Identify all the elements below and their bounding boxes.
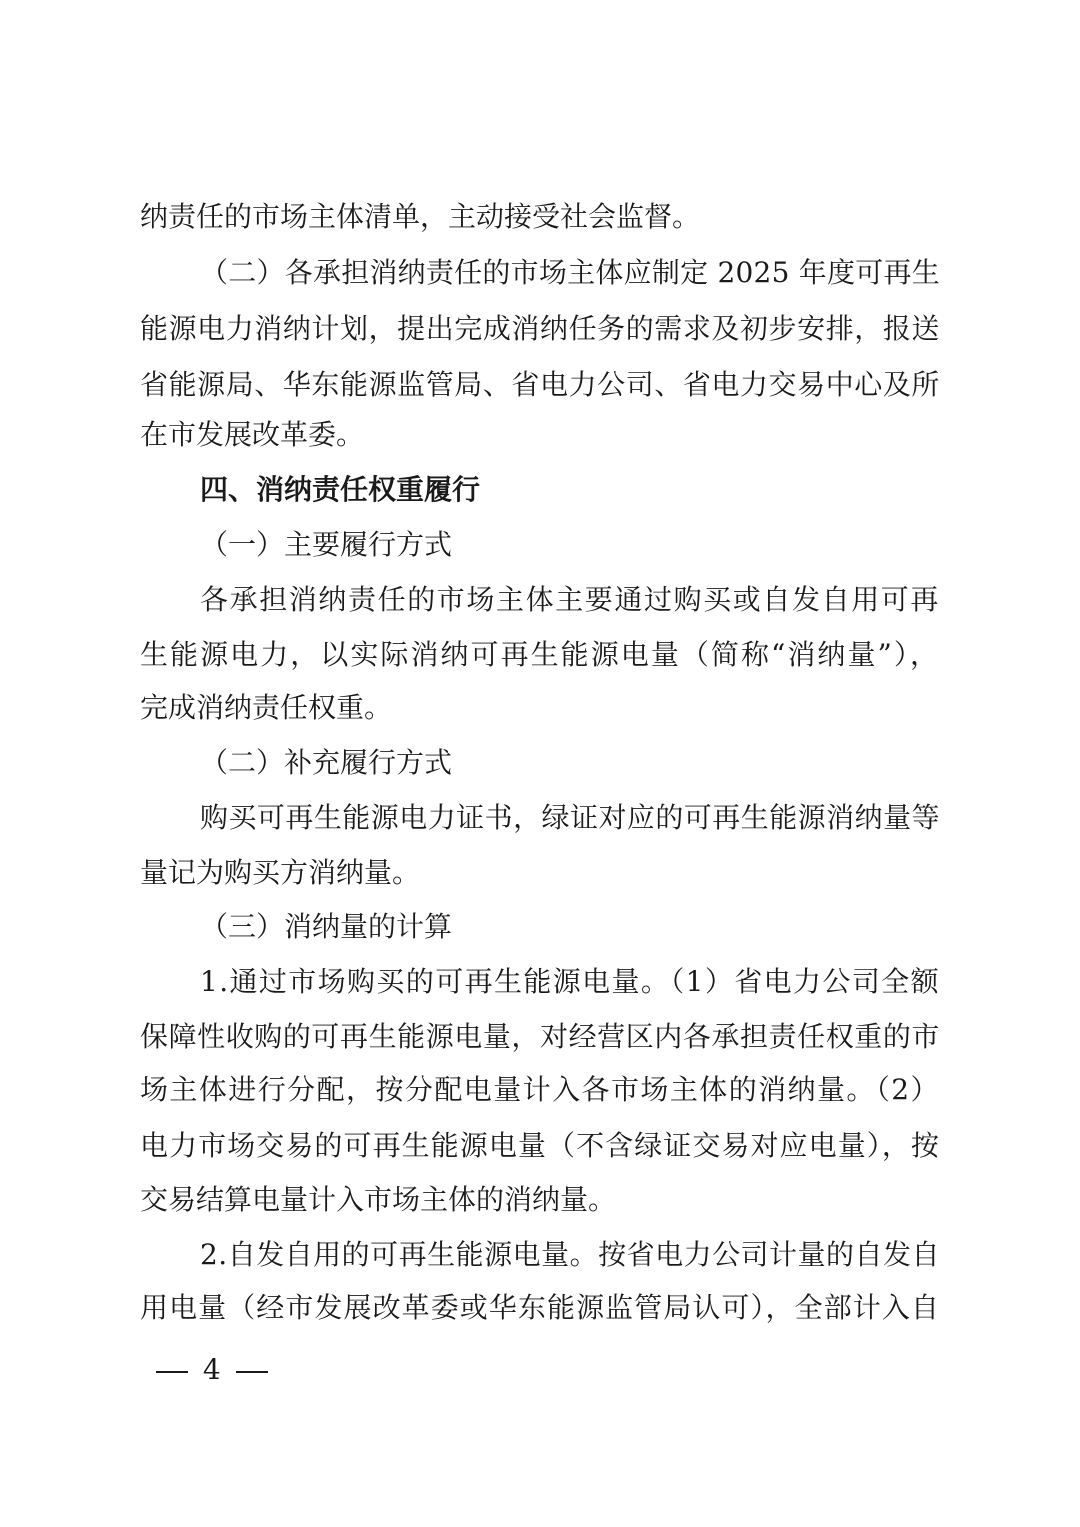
page-footer bbox=[150, 1350, 274, 1390]
text-line bbox=[0, 1235, 1080, 1275]
text-line-content: 购买可再生能源电力证书，绿证对应的可再生能源消纳量等 bbox=[200, 801, 940, 834]
text-line bbox=[0, 1288, 1080, 1328]
text-line-content: 能源电力消纳计划，提出完成消纳任务的需求及初步安排，报送 bbox=[140, 312, 940, 345]
text-line bbox=[0, 1017, 1080, 1057]
subsection-heading-text: （一）主要履行方式 bbox=[200, 528, 453, 561]
text-line bbox=[0, 853, 1080, 893]
section-heading bbox=[0, 470, 1080, 510]
text-line-content: 场主体进行分配，按分配电量计入各市场主体的消纳量。（2） bbox=[140, 1073, 940, 1106]
text-line-content: 在市发展改革委。 bbox=[140, 418, 365, 451]
text-line bbox=[0, 635, 1080, 675]
page-number: 4 bbox=[202, 1353, 221, 1386]
text-line-content: 用电量（经市发展改革委或华东能源监管局认可），全部计入自 bbox=[140, 1291, 940, 1324]
text-line bbox=[0, 580, 1080, 620]
text-line-content: 各承担消纳责任的市场主体主要通过购买或自发自用可再 bbox=[200, 583, 940, 616]
text-line-content: （二）各承担消纳责任的市场主体应制定 2025 年度可再生 bbox=[200, 256, 940, 289]
text-line-content: 交易结算电量计入市场主体的消纳量。 bbox=[140, 1183, 617, 1216]
subsection-heading bbox=[0, 525, 1080, 565]
section-heading-text: 四、消纳责任权重履行 bbox=[200, 473, 481, 506]
text-line bbox=[0, 962, 1080, 1002]
text-line-content: 生能源电力，以实际消纳可再生能源电量（简称“消纳量”）， bbox=[140, 638, 940, 671]
subsection-heading-text: （三）消纳量的计算 bbox=[200, 910, 453, 943]
text-line-content: 完成消纳责任权重。 bbox=[140, 691, 393, 724]
text-line-content: 量记为购买方消纳量。 bbox=[140, 856, 421, 889]
text-line-content: 电力市场交易的可再生能源电量（不含绿证交易对应电量），按 bbox=[140, 1129, 940, 1162]
text-line bbox=[0, 197, 1080, 237]
text-line-content: 1.通过市场购买的可再生能源电量。（1）省电力公司全额 bbox=[200, 965, 940, 998]
text-line-content: 2.自发自用的可再生能源电量。按省电力公司计量的自发自 bbox=[200, 1238, 940, 1271]
text-line-content: 省能源局、华东能源监管局、省电力公司、省电力交易中心及所 bbox=[140, 368, 940, 401]
text-line bbox=[0, 365, 1080, 405]
text-line bbox=[0, 1180, 1080, 1220]
subsection-heading-text: （二）补充履行方式 bbox=[200, 746, 453, 779]
text-line bbox=[0, 253, 1080, 293]
text-line bbox=[0, 1126, 1080, 1166]
text-line bbox=[0, 415, 1080, 455]
text-line bbox=[0, 798, 1080, 838]
subsection-heading bbox=[0, 743, 1080, 783]
text-line-content: 纳责任的市场主体清单，主动接受社会监督。 bbox=[140, 200, 701, 233]
subsection-heading bbox=[0, 907, 1080, 947]
text-line bbox=[0, 309, 1080, 349]
dash-left bbox=[156, 1371, 188, 1373]
text-line bbox=[0, 1070, 1080, 1110]
text-line bbox=[0, 688, 1080, 728]
dash-right bbox=[236, 1371, 268, 1373]
text-line-content: 保障性收购的可再生能源电量，对经营区内各承担责任权重的市 bbox=[140, 1020, 940, 1053]
